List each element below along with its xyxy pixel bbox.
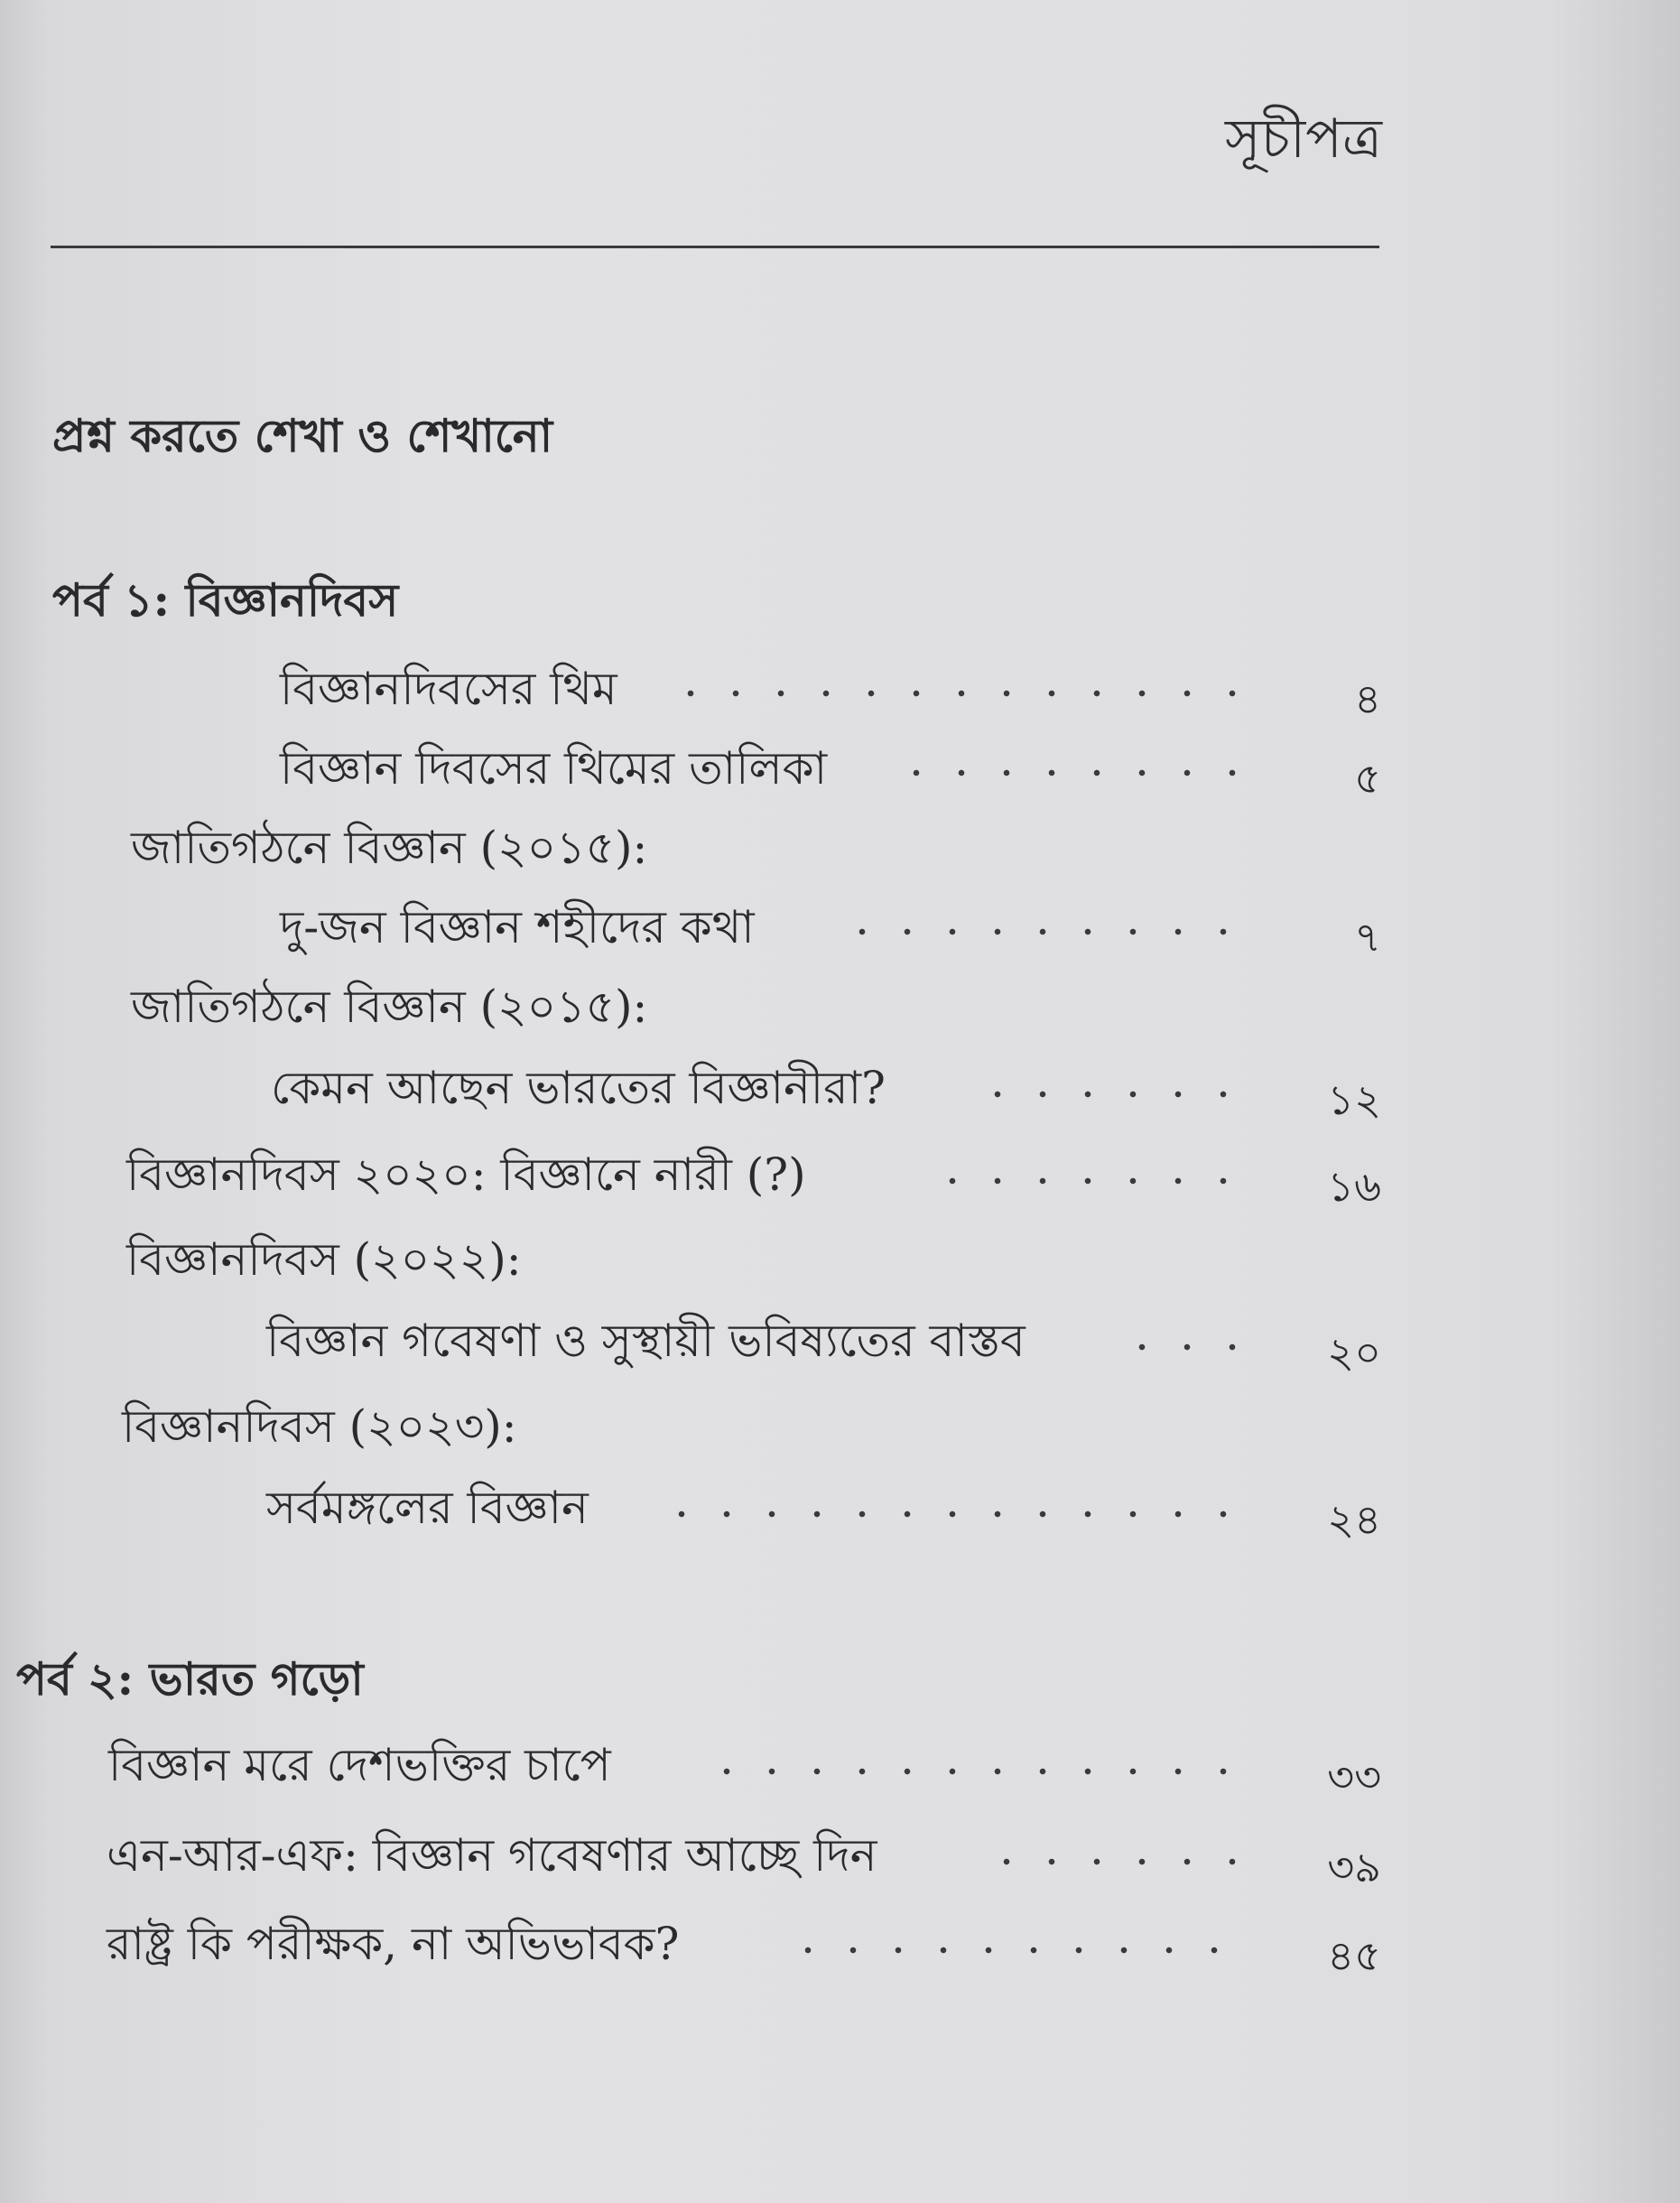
dot-leader [984,1858,1246,1865]
toc-entry-title: কেমন আছেন ভারতের বিজ্ঞানীরা? [271,1062,886,1114]
toc-entry-title: বিজ্ঞানদিবস ২০২০: বিজ্ঞানে নারী (?) [126,1148,806,1201]
dot-leader [930,1177,1246,1185]
preface-heading: প্রশ্ন করতে শেখা ও শেখানো [52,409,553,462]
dot-leader [894,769,1246,776]
toc-entry-title: বিজ্ঞান মরে দেশভক্তির চাপে [108,1739,611,1791]
toc-entry-title: দু-জন বিজ্ঞান শহীদের কথা [280,901,755,953]
toc-entry-title: বিজ্ঞান গবেষণা ও সুস্থায়ী ভবিষ্যতের বাস্তব [266,1315,1026,1367]
toc-page-number: ২০ [1327,1328,1381,1377]
toc-entry-heading: বিজ্ঞানদিবস (২০২৩): [122,1400,517,1453]
toc-page-number: ৫ [1354,754,1381,803]
toc-page-number: ১৬ [1327,1162,1381,1211]
toc-page-number: ৪ [1354,674,1381,723]
toc-page-number: ১২ [1327,1075,1381,1124]
toc-entry-title: বিজ্ঞান দিবসের থিমের তালিকা [280,742,828,795]
toc-page-number: ৪৫ [1327,1931,1381,1980]
dot-leader [975,1091,1246,1098]
toc-entry-title: বিজ্ঞানদিবসের থিম [280,663,617,715]
toc-page-number: ৩৯ [1327,1843,1381,1892]
toc-page-number: ২৪ [1327,1495,1381,1544]
toc-page-number: ৩৩ [1327,1752,1381,1801]
toc-entry-heading: বিজ্ঞানদিবস (২০২২): [126,1233,522,1286]
dot-leader [840,928,1246,935]
dot-leader [659,1510,1246,1518]
dot-leader [785,1947,1246,1954]
page-title: সূচীপত্র [1225,107,1382,171]
dot-leader [704,1768,1246,1775]
part-1-heading: পর্ব ১: বিজ্ঞানদিবস [52,573,399,627]
toc-entry-title: রাষ্ট্র কি পরীক্ষক, না অভিভাবক? [107,1918,680,1970]
dot-leader [668,690,1246,697]
dot-leader [1119,1343,1246,1351]
part-2-heading: পর্ব ২: ভারত গড়ো [16,1652,364,1706]
toc-entry-heading: জাতিগঠনে বিজ্ঞান (২০১৫): [131,822,648,874]
toc-page-number: ৭ [1354,913,1381,962]
toc-entry-heading: জাতিগঠনে বিজ্ঞান (২০১৫): [131,981,648,1033]
toc-entry-title: সর্বমঙ্গলের বিজ্ঞান [266,1482,589,1534]
title-rule [51,246,1379,248]
toc-entry-title: এন-আর-এফ: বিজ্ঞান গবেষণার আচ্ছে দিন [107,1829,877,1882]
